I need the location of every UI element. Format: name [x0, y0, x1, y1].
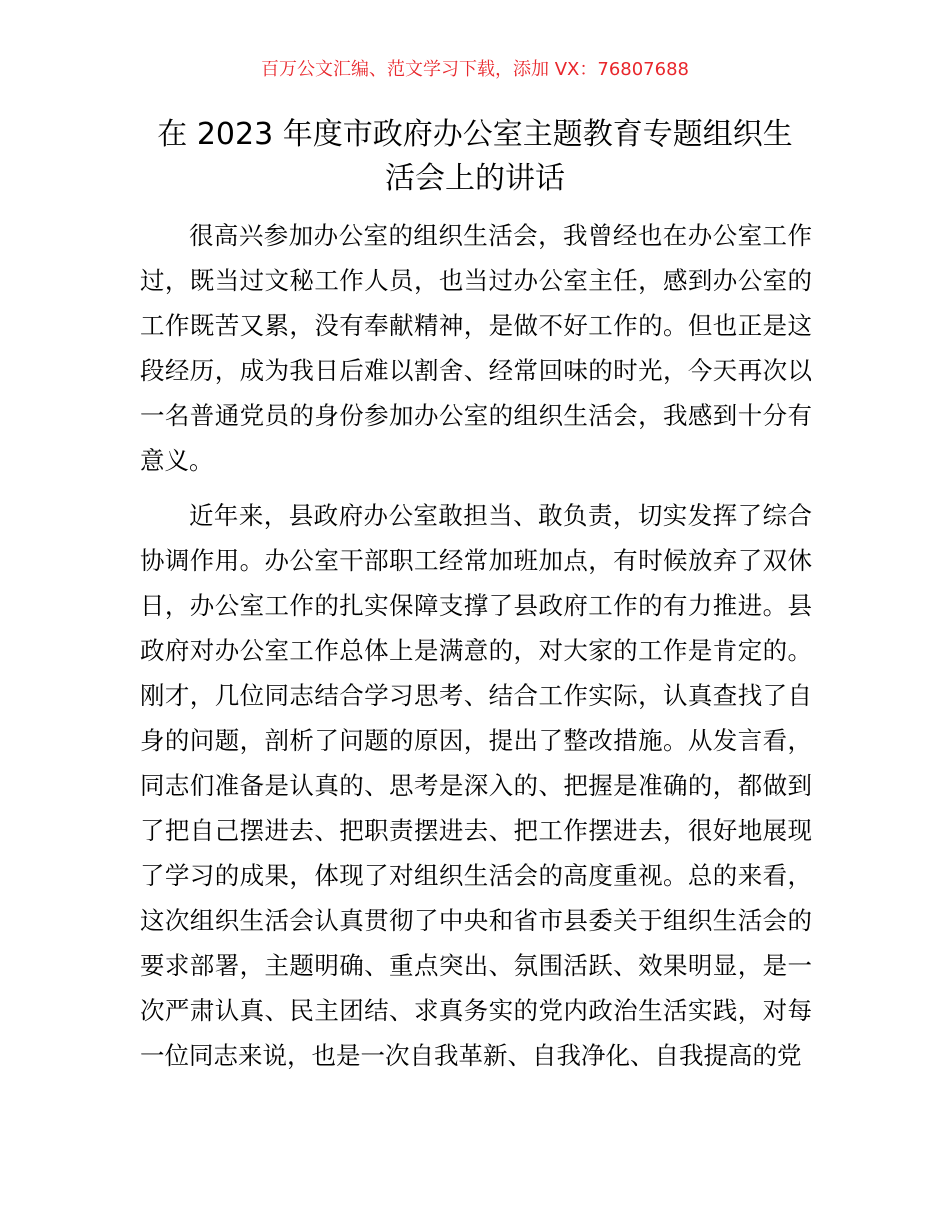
header-watermark: 百万公文汇编、范文学习下载，添加 VX：76807688	[261, 59, 689, 80]
document-title	[140, 113, 810, 201]
paragraph-1: 很高兴参加办公室的组织生活会，我曾经也在办公室工作过，既当过文秘工作人员，也当过办公室主任，感到办公室的工作既苦又累，没有奉献精神，是做不好工作的。但也正是这段经历，成为我日后难以割舍、经常回味的时光，今天再次以一名普通党员的身份参加办公室的组织生活会，我感到十分有意义。	[140, 221, 812, 475]
title-line-2: 活会上的讲话	[385, 161, 565, 196]
title-line-1: 在 2023 年度市政府办公室主题教育专题组织生	[157, 117, 793, 152]
document-body	[140, 213, 812, 1078]
paragraph-2: 近年来，县政府办公室敢担当、敢负责，切实发挥了综合协调作用。办公室干部职工经常加班加点，有时候放弃了双休日，办公室工作的扎实保障支撑了县政府工作的有力推进。县政府对办公室工作总体上是满意的，对大家的工作是肯定的。刚才，几位同志结合学习思考、结合工作实际，认真查找了自身的问题，剖析了问题的原因，提出了整改措施。从发言看，同志们准备是认真的、思考是深入的、把握是准确的，都做到了把自己摆进去、把职责摆进去、把工作摆进去，很好地展现了学习的成果，体现了对组织生活会的高度重视。总的来看，这次组织生活会认真贯彻了中央和省市县委关于组织生活会的要求部署，主题明确、重点突出、氛围活跃、效果明显，是一次严肃认真、民主团结、求真务实的党内政治生活实践，对每一位同志来说，也是一次自我革新、自我净化、自我提高的党	[140, 501, 812, 1070]
